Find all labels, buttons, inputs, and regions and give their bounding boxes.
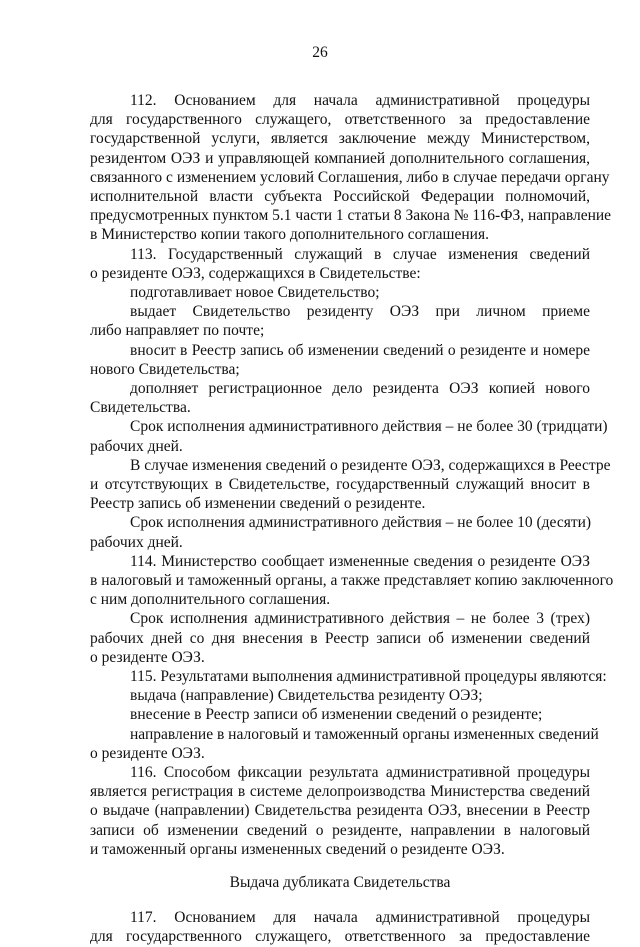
text-line: выдача (направление) Свидетельства резиденту ОЭЗ;: [130, 687, 483, 705]
text-line: записи об изменении сведений о резиденте, направлении в налоговый: [90, 821, 590, 839]
text-line: либо направляет по почте;: [90, 322, 265, 340]
text-line: Срок исполнения административного действия – не более 3 (трех): [130, 610, 590, 628]
text-line: и таможенный органы измененных сведений о резиденте ОЭЗ.: [90, 840, 505, 858]
text-line: и отсутствующих в Свидетельстве, государственный служащий вносит в: [90, 476, 590, 493]
text-line: выдает Свидетельство резиденту ОЭЗ при личном приеме: [130, 303, 590, 321]
text-line: В случае изменения сведений о резиденте ОЭЗ, содержащихся в Реестре: [130, 456, 611, 474]
text-line: является регистрация в системе делопроизводства Министерства сведений: [90, 783, 590, 801]
text-line: рабочих дней.: [90, 533, 183, 551]
text-line: о выдаче (направлении) Свидетельства резидента ОЭЗ, внесении в Реестр: [90, 802, 590, 820]
text-line: 116. Способом фиксации результата административной процедуры: [130, 764, 590, 781]
text-line: внесение в Реестр записи об изменении сведений о резиденте;: [130, 706, 543, 724]
text-line: для государственного служащего, ответственного за предоставление: [90, 111, 590, 129]
text-line: о резиденте ОЭЗ.: [90, 744, 205, 762]
text-line: Реестр запись об изменении сведений о резиденте.: [90, 495, 426, 513]
text-line: 113. Государственный служащий в случае изменения сведений: [130, 245, 590, 263]
text-line: связанного с изменением условий Соглашения, либо в случае передачи органу: [90, 168, 610, 186]
text-line: Срок исполнения административного действия – не более 30 (тридцати): [130, 418, 608, 436]
text-line: для государственного служащего, ответственного за предоставление: [90, 928, 590, 946]
text-line: нового Свидетельства;: [90, 360, 240, 378]
text-line: резидентом ОЭЗ и управляющей компанией дополнительного соглашения,: [90, 149, 590, 167]
text-line: государственной услуги, является заключение между Министерством,: [90, 130, 590, 148]
text-line: о резиденте ОЭЗ, содержащихся в Свидетельстве:: [90, 264, 421, 282]
text-line: в налоговый и таможенный органы, а также представляет копию заключенного: [90, 572, 614, 589]
text-line: рабочих дней со дня внесения в Реестр записи об изменении сведений: [90, 629, 590, 647]
text-line: 117. Основанием для начала административной процедуры: [130, 909, 590, 927]
text-line: предусмотренных пунктом 5.1 части 1 статьи 8 Закона № 116-ФЗ, направление: [90, 207, 612, 225]
text-line: 112. Основанием для начала административной процедуры: [130, 92, 590, 109]
text-line: рабочих дней.: [90, 437, 183, 455]
text-line: с ним дополнительного соглашения.: [90, 591, 331, 609]
text-line: 115. Результатами выполнения административной процедуры являются:: [130, 668, 607, 685]
text-line: исполнительной власти субъекта Российской Федерации полномочий,: [90, 188, 590, 205]
text-line: подготавливает новое Свидетельство;: [130, 284, 380, 301]
text-line: Свидетельства.: [90, 399, 191, 417]
text-line: в Министерство копии такого дополнительного соглашения.: [90, 226, 489, 244]
text-line: 114. Министерство сообщает измененные сведения о резиденте ОЭЗ: [130, 552, 590, 570]
text-line: о резиденте ОЭЗ.: [90, 648, 205, 666]
text-line: вносит в Реестр запись об изменении сведений о резиденте и номере: [130, 341, 590, 359]
section-heading: Выдача дубликата Свидетельства: [229, 874, 451, 891]
page-number: 26: [312, 44, 328, 61]
text-line: направление в налоговый и таможенный органы измененных сведений: [130, 725, 599, 743]
text-line: дополняет регистрационное дело резидента ОЭЗ копией нового: [130, 380, 590, 397]
text-line: Срок исполнения административного действия – не более 10 (десяти): [130, 514, 592, 532]
